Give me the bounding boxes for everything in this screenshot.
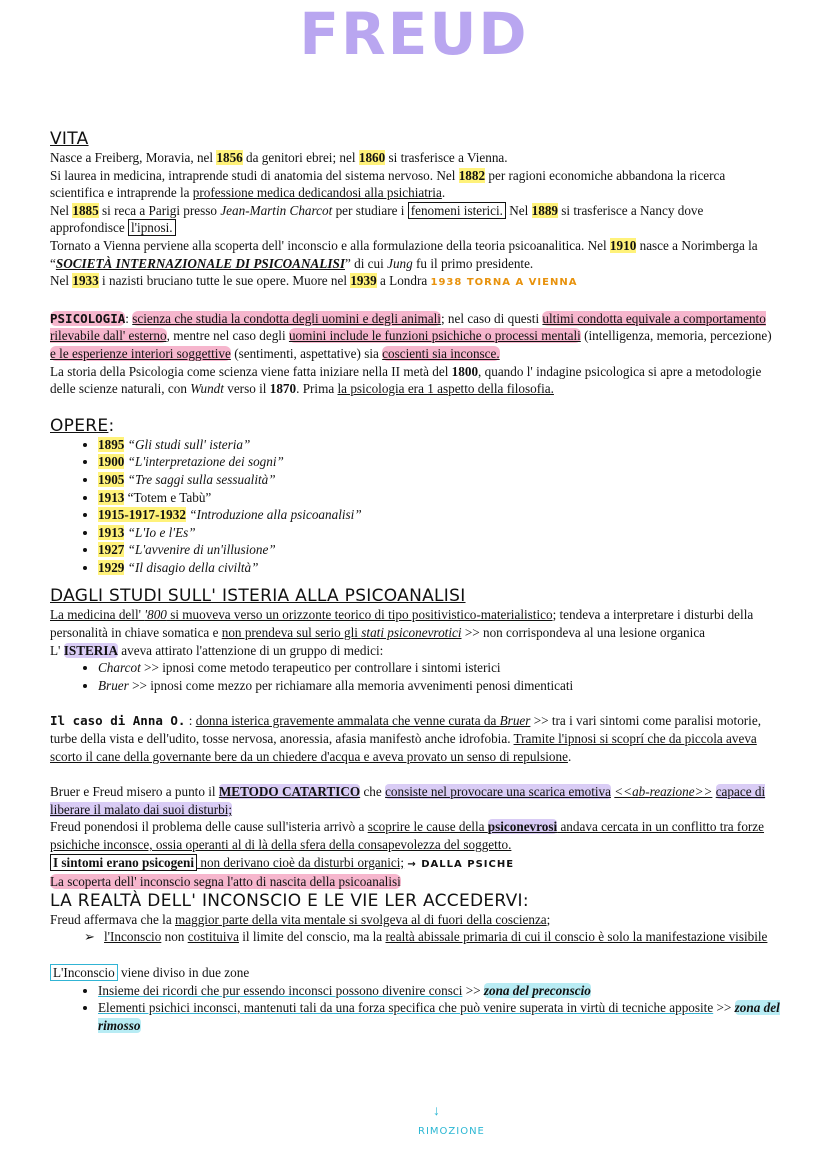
handwritten-note: 1938 TORNA A VIENNA	[430, 277, 578, 289]
sintomi-line: I sintomi erano psicogeni non derivano cioè da disturbi organici; → DALLA PSICHE	[50, 854, 780, 874]
handwritten-note: → DALLA PSICHE	[407, 858, 515, 870]
list-item: • 1913 “L'Io e l'Es”	[98, 524, 780, 542]
zone-list	[50, 982, 780, 1035]
list-item: • Charcot >> ipnosi come metodo terapeutico per controllare i sintomi isterici	[98, 659, 780, 677]
list-item: • 1927 “L'avvenire di un'illusione”	[98, 541, 780, 559]
opere-list	[50, 436, 780, 577]
section-heading-isteria: DAGLI STUDI SULL' ISTERIA ALLA PSICOANALISI	[50, 586, 466, 607]
arrow-down-icon: ↓	[433, 1104, 440, 1119]
document-body	[50, 129, 780, 1034]
realta-paragraph: Freud affermava che la maggior parte della vita mentale si svolgeva al di fuori della coscienza;	[50, 911, 551, 927]
anna-o-paragraph: Il caso di Anna O. : donna isterica gravemente ammalata che venne curata da Bruer >> tra i vari sintomi come paralisi motorie, turbe della vista e dell'udito, tosse nervosa, anoressia, afasia manifestò anche idrofobia. Tramite l'ipnosi si scoprí che da piccola aveva scorto il cane della governante bere da un chiedere d'acqua e aveva provato un senso di repulsione.	[50, 713, 761, 764]
list-item: • Elementi psichici inconsci, mantenuti tali da una forza specifica che può venire superata in virtù di tecniche apposite >> zona del rimosso	[98, 999, 780, 1034]
list-item: • Bruer >> ipnosi come mezzo per richiamare alla memoria avvenimenti penosi dimenticati	[98, 677, 780, 695]
section-heading-opere: OPERE:	[50, 415, 115, 436]
arrow-bullet-icon: ➢	[84, 929, 96, 945]
nascita-psicoanalisi-line: La scoperta dell' inconscio segna l'atto di nascita della psicoanalisi	[50, 874, 401, 890]
list-item: • 1915-1917-1932 “Introduzione alla psicoanalisi”	[98, 506, 780, 524]
page-title: FREUD	[299, 0, 529, 68]
psiconevrosi-paragraph: Freud ponendosi il problema delle cause sull'isteria arrivò a scoprire le cause della psiconevrosi andava cercata in un conflitto tra forze psichiche inconsce, ossia operanti al di là della sfera della consapevolezza del soggetto.	[50, 819, 765, 852]
list-item: • 1895 “Gli studi sull' isteria”	[98, 436, 780, 454]
psicologia-paragraph: PSICOLOGIA: scienza che studia la condotta degli uomini e degli animali; nel caso di questi ultimi condotta equivale a comportamento rilevabile dall' esterno, mentre nel caso degli uomini include le funzioni psichiche o processi mentali (intelligenza, memoria, percezione) e le esperienze interiori soggettive (sentimenti, aspettative) sia coscienti sia inconsce.	[50, 310, 772, 361]
list-item: • 1929 “Il disagio della civiltà”	[98, 559, 780, 577]
isteria-line: L' ISTERIA aveva attirato l'attenzione di un gruppo di medici:	[50, 642, 384, 658]
section-heading-vita: VITA	[50, 129, 89, 149]
vita-paragraph: Nasce a Freiberg, Moravia, nel 1856 da genitori ebrei; nel 1860 si trasferisce a Vienna. Si laurea in medicina, intraprende studi di anatomia del sistema nervoso. Nel 1882 per ragioni economiche abbandona la ricerca scientifica e intraprende la professione medica dedicandosi alla psichiatria. Nel 1885 si reca a Parigi presso Jean-Martin Charcot per studiare i fenomeni isterici. Nel 1889 si trasferisce a Nancy dove approfondisce l'ipnosi. Tornato a Vienna perviene alla scoperta dell' inconscio e alla formulazione della teoria psicoanalitica. Nel 1910 nasce a Norimberga la “SOCIETÀ INTERNAZIONALE DI PSICOANALISI” di cui Jung fu il primo presidente. Nel 1933 i nazisti bruciano tutte le sue opere. Muore nel 1939 a Londra 1938 TORNA A VIENNA	[50, 150, 758, 289]
list-item: • 1913 “Totem e Tabù”	[98, 489, 780, 507]
metodo-catartico-paragraph: Bruer e Freud misero a punto il METODO CATARTICO che consiste nel provocare una scarica emotiva <<ab-reazione>> capace di liberare il malato dai suoi disturbi;	[50, 784, 766, 817]
list-item: • Insieme dei ricordi che pur essendo inconsci possono divenire consci >> zona del preconscio	[98, 982, 780, 1000]
inconscio-list	[50, 928, 780, 946]
medici-list	[50, 659, 780, 694]
list-item: ➢ l'Inconscio non costituiva il limite del conscio, ma la realtà abissale primaria di cui il conscio è solo la manifestazione visibile	[84, 929, 768, 945]
psicologia-term: PSICOLOGIA	[50, 310, 126, 326]
psicologia-history-paragraph: La storia della Psicologia come scienza viene fatta iniziare nella II metà del 1800, quando l' indagine psicologica si apre a metodologie delle scienze naturali, con Wundt verso il 1870. Prima la psicologia era 1 aspetto della filosofia.	[50, 363, 762, 397]
section-heading-realta: LA REALTÀ DELL' INCONSCIO E LE VIE LER ACCEDERVI:	[50, 890, 529, 911]
isteria-paragraph: La medicina dell' '800 si muoveva verso un orizzonte teorico di tipo positivistico-materialistico; tendeva a interpretare i disturbi della personalità in chiave somatica e non prendeva sul serio gli stati psiconevrotici >> non corrispondeva al una lesione organica	[50, 607, 754, 641]
list-item: • 1900 “L'interpretazione dei sogni”	[98, 453, 780, 471]
zone-line: L'Inconscio viene diviso in due zone	[50, 964, 780, 982]
handwritten-note-rimozione: RIMOZIONE	[418, 1126, 485, 1137]
anna-o-term: Il caso di Anna O.	[50, 713, 186, 729]
list-item: • 1905 “Tre saggi sulla sessualità”	[98, 471, 780, 489]
